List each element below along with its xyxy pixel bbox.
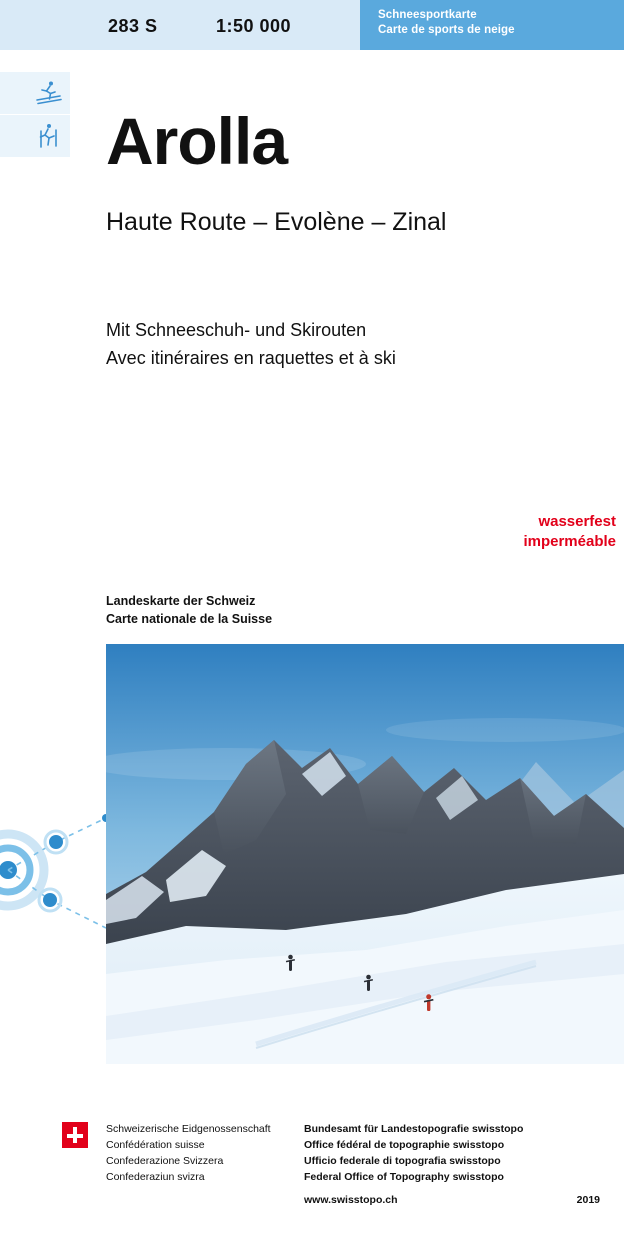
pictogram-ski-touring (0, 72, 70, 115)
series-title-fr: Carte de sports de neige (378, 24, 515, 36)
office-names (304, 1122, 523, 1186)
waterproof-label-fr: imperméable (523, 532, 616, 550)
confederation-name-fr: Confédération suisse (106, 1138, 205, 1151)
confederation-names (106, 1122, 271, 1186)
swiss-flag-icon (62, 1122, 88, 1148)
pictogram-snowshoe (0, 115, 70, 158)
edition-year: 2019 (576, 1194, 600, 1206)
confederation-name-it: Confederazione Svizzera (106, 1154, 224, 1167)
page-subtitle: Haute Route – Evolène – Zinal (106, 208, 447, 236)
office-name-it: Ufficio federale di topografia swisstopo (304, 1154, 501, 1167)
decorative-node-graphic (0, 770, 120, 970)
national-map-label-de: Landeskarte der Schweiz (106, 594, 256, 608)
waterproof-badge (523, 512, 616, 552)
national-map-label-fr: Carte nationale de la Suisse (106, 612, 273, 627)
series-title-de: Schneesportkarte (378, 9, 477, 21)
national-map-label (106, 592, 272, 628)
cover-photo (106, 644, 624, 1064)
waterproof-label-de: wasserfest (538, 513, 616, 530)
office-name-en: Federal Office of Topography swisstopo (304, 1170, 504, 1183)
page-title: Arolla (106, 104, 288, 178)
map-scale: 1:50 000 (216, 16, 292, 36)
sheet-number: 283 S (108, 16, 158, 36)
office-name-de: Bundesamt für Landestopografie swisstopo (304, 1123, 524, 1135)
website-link[interactable]: www.swisstopo.ch (304, 1194, 398, 1206)
pictogram-strip (0, 72, 70, 158)
confederation-name-de: Schweizerische Eidgenossenschaft (106, 1123, 271, 1135)
route-note-de: Mit Schneeschuh- und Skirouten (106, 320, 367, 340)
route-note-fr: Avec itinéraires en raquettes et à ski (106, 348, 396, 368)
office-name-fr: Office fédéral de topographie swisstopo (304, 1138, 505, 1151)
confederation-name-rm: Confederaziun svizra (106, 1170, 205, 1183)
